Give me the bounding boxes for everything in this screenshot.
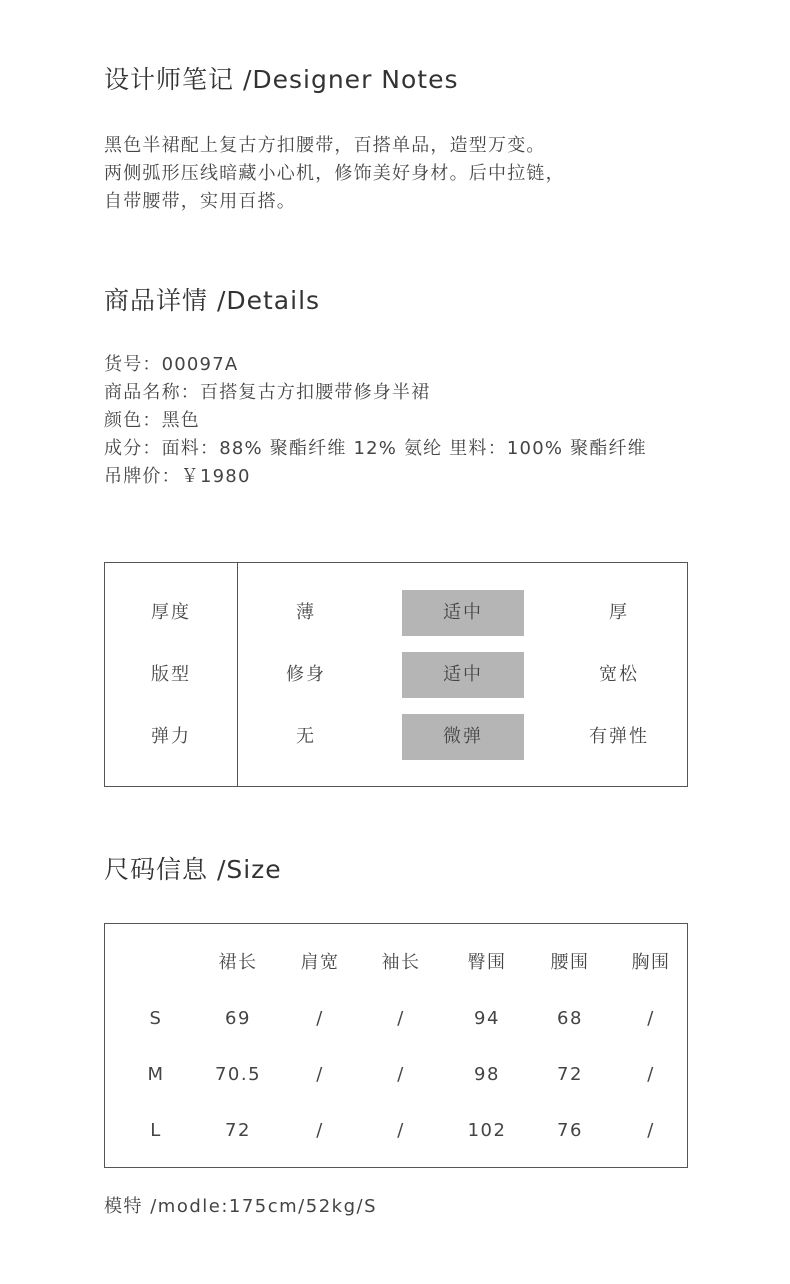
details-list [104, 351, 647, 491]
size-value: 69 [225, 1008, 251, 1029]
attribute-label-thickness: 厚度 [151, 602, 191, 623]
size-value: 70.5 [214, 1064, 262, 1085]
designer-notes-text [104, 132, 565, 216]
attribute-option-selected: 微弹 [402, 714, 524, 760]
size-header-shoulder: 肩宽 [300, 952, 340, 973]
attribute-label-elasticity: 弹力 [151, 726, 191, 747]
size-value: / [647, 1008, 655, 1029]
size-value: 102 [467, 1120, 507, 1141]
size-row-label: M [147, 1064, 165, 1085]
size-value: / [397, 1064, 405, 1085]
attribute-option: 无 [296, 726, 316, 747]
size-value: / [397, 1120, 405, 1141]
size-value: / [316, 1008, 324, 1029]
attribute-option: 厚 [609, 602, 629, 623]
attribute-option: 宽松 [599, 664, 639, 685]
size-value: 98 [474, 1064, 500, 1085]
attribute-option-selected: 适中 [402, 590, 524, 636]
size-table [104, 923, 688, 1168]
size-value: / [316, 1064, 324, 1085]
detail-item-material: 成分：面料：88% 聚酯纤维 12% 氨纶 里料：100% 聚酯纤维 [104, 438, 647, 459]
size-value: 72 [557, 1064, 583, 1085]
size-header-hip: 臀围 [467, 952, 507, 973]
detail-item-name: 商品名称：百搭复古方扣腰带修身半裙 [104, 382, 431, 403]
model-note: 模特 /modle:175cm/52kg/S [104, 1196, 377, 1217]
size-value: / [397, 1008, 405, 1029]
size-value: 72 [225, 1120, 251, 1141]
size-value: 68 [557, 1008, 583, 1029]
details-title: 商品详情 /Details [104, 286, 321, 315]
detail-item-price: 吊牌价：￥1980 [104, 466, 251, 487]
size-header-length: 裙长 [218, 952, 258, 973]
attribute-option: 修身 [286, 664, 326, 685]
attribute-label-fit: 版型 [151, 664, 191, 685]
designer-notes-title: 设计师笔记 /Designer Notes [104, 65, 459, 94]
size-header-bust: 胸围 [631, 952, 671, 973]
detail-item-color: 颜色：黑色 [104, 410, 200, 431]
attribute-option: 有弹性 [589, 726, 649, 747]
attribute-option: 薄 [296, 602, 316, 623]
attribute-table-divider [237, 563, 238, 786]
size-value: 76 [557, 1120, 583, 1141]
designer-notes-line: 黑色半裙配上复古方扣腰带，百搭单品，造型万变。 [104, 135, 546, 156]
detail-item-sku: 货号：00097A [104, 354, 239, 375]
designer-notes-line: 自带腰带，实用百搭。 [104, 191, 296, 212]
size-header-waist: 腰围 [550, 952, 590, 973]
designer-notes-line: 两侧弧形压线暗藏小心机，修饰美好身材。后中拉链， [104, 163, 565, 184]
size-value: / [316, 1120, 324, 1141]
attribute-table [104, 562, 688, 787]
size-value: 94 [474, 1008, 500, 1029]
size-header-sleeve: 袖长 [381, 952, 421, 973]
size-value: / [647, 1064, 655, 1085]
size-row-label: S [149, 1008, 163, 1029]
size-row-label: L [150, 1120, 162, 1141]
size-info-title: 尺码信息 /Size [104, 855, 282, 884]
attribute-option-selected: 适中 [402, 652, 524, 698]
size-value: / [647, 1120, 655, 1141]
